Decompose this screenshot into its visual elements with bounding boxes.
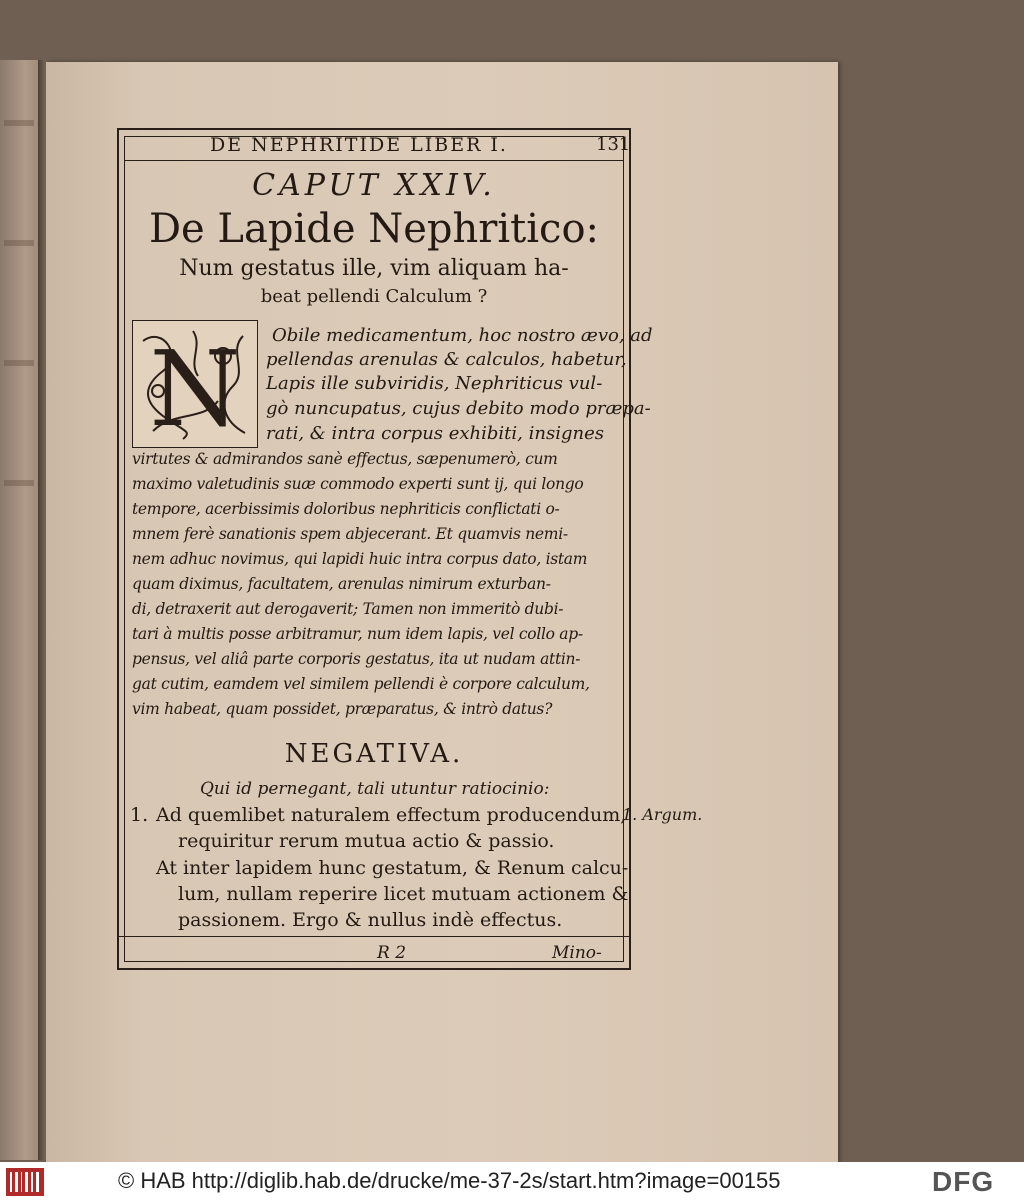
body-line: nem adhuc novimus, qui lapidi huic intra corpus dato, istam [132, 550, 588, 568]
bleed-through-mark [4, 120, 34, 126]
argument-number: 1. [130, 804, 149, 826]
argument-line: Ad quemlibet naturalem effectum producendum, [156, 804, 627, 826]
book-gutter [38, 60, 46, 1160]
body-line: gò nuncupatus, cujus debito modo præpa- [266, 398, 651, 419]
body-line: tempore, acerbissimis doloribus nephriticis conflictati o- [132, 500, 560, 518]
decorated-initial [132, 320, 258, 448]
chapter-heading: CAPUT XXIV. [252, 168, 496, 203]
subtitle-line: Num gestatus ille, vim aliquam ha- [179, 256, 569, 281]
bleed-through-mark [4, 360, 34, 366]
argument-line: requiritur rerum mutua actio & passio. [178, 830, 555, 852]
foot-rule [117, 936, 631, 937]
page-number: 131 [596, 134, 631, 155]
body-line: vim habeat, quam possidet, præparatus, & intrò datus? [132, 700, 553, 718]
chapter-title: De Lapide Nephritico: [148, 206, 600, 252]
argument-line: passionem. Ergo & nullus indè effectus. [178, 909, 563, 931]
credit-text[interactable]: © HAB http://diglib.hab.de/drucke/me-37-2s/start.htm?image=00155 [118, 1168, 781, 1193]
section-heading: NEGATIVA. [284, 739, 464, 769]
body-line: rati, & intra corpus exhibiti, insignes [266, 423, 604, 444]
body-line: pensus, vel aliâ parte corporis gestatus, ita ut nudam attin- [132, 650, 581, 668]
ornament-icon [133, 321, 257, 447]
dfg-logo: DFG [932, 1166, 995, 1197]
bleed-through-mark [4, 240, 34, 246]
body-line: Lapis ille subviridis, Nephriticus vul- [266, 373, 603, 394]
adjacent-page-edge [0, 60, 42, 1160]
catchword: Mino- [552, 943, 602, 963]
body-line: maximo valetudinis suæ commodo experti sunt ij, qui longo [132, 475, 584, 493]
signature-mark: R 2 [377, 943, 407, 963]
body-line: mnem ferè sanationis spem abjecerant. Et quamvis nemi- [132, 525, 568, 543]
barcode-icon [6, 1168, 44, 1196]
body-line: di, detraxerit aut derogaverit; Tamen non immeritò dubi- [132, 600, 564, 618]
head-rule [124, 160, 624, 161]
body-line: gat cutim, eamdem vel similem pellendi è corpore calculum, [132, 675, 590, 693]
argument-line: lum, nullam reperire licet mutuam actionem & [178, 883, 629, 905]
credit-bar [0, 1162, 1024, 1201]
body-line: pellendas arenulas & calculos, habetur, [266, 349, 627, 370]
initial-letter: N [149, 328, 241, 447]
bleed-through-mark [4, 480, 34, 486]
body-line: virtutes & admirandos sanè effectus, sæpenumerò, cum [132, 450, 558, 468]
marginal-note: 1. Argum. [622, 805, 703, 824]
body-line: Obile medicamentum, hoc nostro ævo, ad [272, 325, 653, 346]
body-line: quam diximus, facultatem, arenulas nimirum exturban- [132, 575, 551, 593]
running-head: DE NEPHRITIDE LIBER I. [210, 134, 508, 156]
subtitle-line: beat pellendi Calculum ? [260, 286, 488, 307]
body-line: tari à multis posse arbitramur, num idem lapis, vel collo ap- [132, 625, 583, 643]
argument-line: At inter lapidem hunc gestatum, & Renum calcu- [156, 857, 629, 879]
negativa-intro: Qui id pernegant, tali utuntur ratiocinio: [200, 779, 550, 799]
